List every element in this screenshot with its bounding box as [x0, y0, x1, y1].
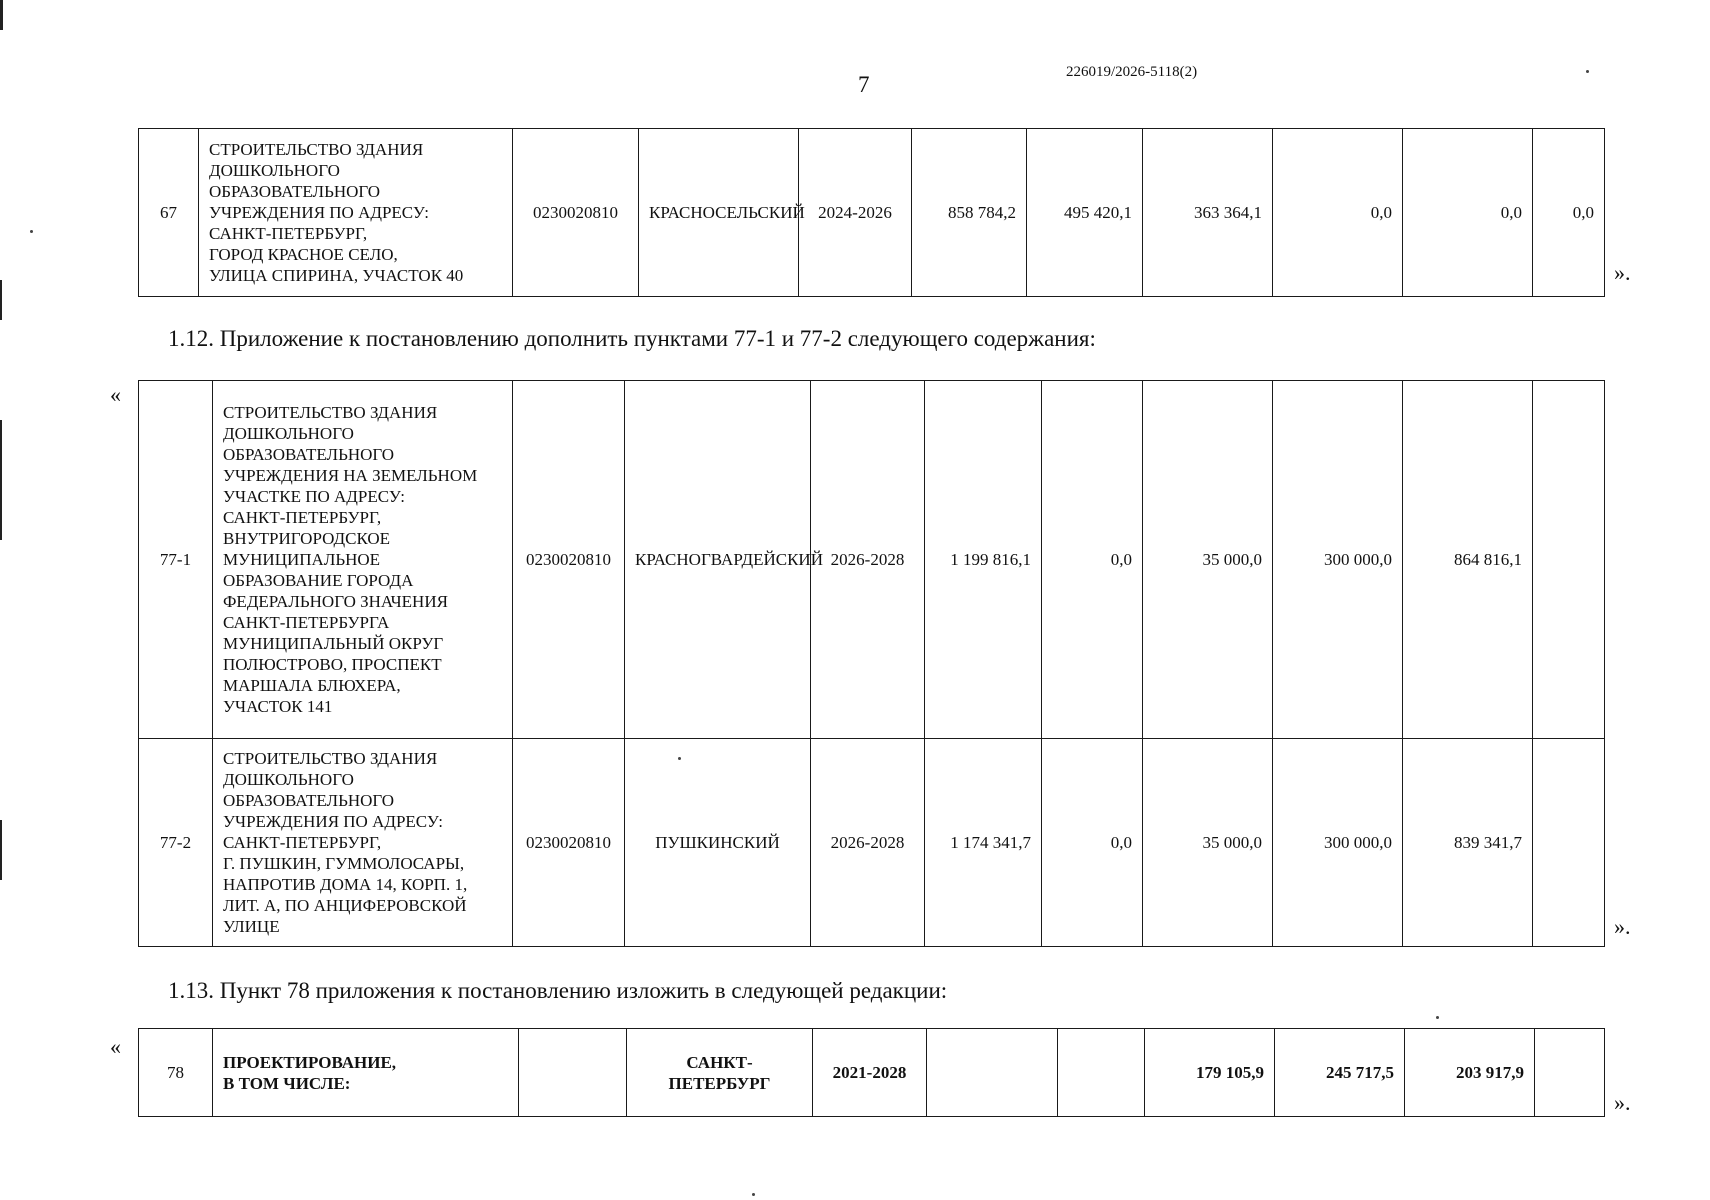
value-col-6: 0,0 [1533, 129, 1605, 297]
name-line: ДОШКОЛЬНОГО [223, 424, 354, 443]
opening-quote: « [110, 1034, 121, 1059]
object-name [199, 129, 513, 297]
value-col-5: 839 341,7 [1403, 739, 1533, 947]
paragraph-1-13: 1.13. Пункт 78 приложения к постановлению изложить в следующей редакции: [168, 978, 948, 1003]
object-name [213, 739, 513, 947]
value-col-3: 35 000,0 [1143, 739, 1273, 947]
scan-speck [752, 1193, 755, 1196]
paragraph-1-12: 1.12. Приложение к постановлению дополнить пунктами 77-1 и 77-2 следующего содержания: [168, 326, 1096, 351]
scan-speck [30, 230, 33, 233]
name-line: МУНИЦИПАЛЬНЫЙ ОКРУГ [223, 634, 444, 653]
value-col-6 [1533, 381, 1605, 739]
value-col-4: 300 000,0 [1273, 739, 1403, 947]
period: 2026-2028 [811, 739, 925, 947]
name-line: УЧАСТОК 141 [223, 697, 333, 716]
district: САНКТ-ПЕТЕРБУРГ [627, 1029, 813, 1117]
value-col-2: 0,0 [1042, 381, 1143, 739]
value-total [927, 1029, 1058, 1117]
name-line: СТРОИТЕЛЬСТВО ЗДАНИЯ [223, 749, 438, 768]
name-line: ВНУТРИГОРОДСКОЕ [223, 529, 391, 548]
value-col-4: 0,0 [1273, 129, 1403, 297]
value-col-3: 35 000,0 [1143, 381, 1273, 739]
name-line: УЛИЦЕ [223, 917, 280, 936]
name-line: САНКТ-ПЕТЕРБУРГ, [223, 833, 382, 852]
object-name [213, 1029, 519, 1117]
document-id: 226019/2026-5118(2) [1066, 64, 1198, 80]
value-col-5: 0,0 [1403, 129, 1533, 297]
name-line: УЧАСТКЕ ПО АДРЕСУ: [223, 487, 405, 506]
value-col-2: 495 420,1 [1027, 129, 1143, 297]
name-line: ОБРАЗОВАТЕЛЬНОГО [223, 445, 395, 464]
name-line: ДОШКОЛЬНОГО [223, 770, 354, 789]
budget-code: 0230020810 [513, 381, 625, 739]
name-line: УЧРЕЖДЕНИЯ ПО АДРЕСУ: [223, 812, 444, 831]
value-col-3: 363 364,1 [1143, 129, 1273, 297]
name-line: УЛИЦА СПИРИНА, УЧАСТОК 40 [209, 266, 464, 285]
budget-code: 0230020810 [513, 129, 639, 297]
period: 2021-2028 [813, 1029, 927, 1117]
value-col-2 [1058, 1029, 1145, 1117]
row-number: 78 [139, 1029, 213, 1117]
name-line: МУНИЦИПАЛЬНОЕ [223, 550, 381, 569]
scan-mark [0, 0, 3, 30]
table-row [139, 739, 1605, 947]
name-line: САНКТ-ПЕТЕРБУРГ, [209, 224, 368, 243]
district: ПУШКИНСКИЙ [625, 739, 811, 947]
budget-code [519, 1029, 627, 1117]
table-items-77 [138, 380, 1605, 947]
page-number: 7 [858, 72, 870, 97]
name-line: ПОЛЮСТРОВО, ПРОСПЕКТ [223, 655, 442, 674]
name-line: ФЕДЕРАЛЬНОГО ЗНАЧЕНИЯ [223, 592, 448, 611]
scan-speck [1586, 70, 1589, 73]
value-total: 1 174 341,7 [925, 739, 1042, 947]
name-line: В ТОМ ЧИСЛЕ: [223, 1073, 351, 1093]
closing-quote: ». [1614, 260, 1631, 285]
name-line: УЧРЕЖДЕНИЯ НА ЗЕМЕЛЬНОМ [223, 466, 478, 485]
name-line: ДОШКОЛЬНОГО [209, 161, 340, 180]
value-col-4: 300 000,0 [1273, 381, 1403, 739]
row-number: 77-1 [139, 381, 213, 739]
name-line: МАРШАЛА БЛЮХЕРА, [223, 676, 401, 695]
period: 2026-2028 [811, 381, 925, 739]
name-line: ПРОЕКТИРОВАНИЕ, [223, 1052, 397, 1072]
value-total: 858 784,2 [912, 129, 1027, 297]
value-total: 1 199 816,1 [925, 381, 1042, 739]
object-name [213, 381, 513, 739]
scan-mark [0, 820, 2, 880]
value-col-2: 0,0 [1042, 739, 1143, 947]
table-item-67 [138, 128, 1605, 297]
value-col-5: 203 917,9 [1405, 1029, 1535, 1117]
name-line: ЛИТ. А, ПО АНЦИФЕРОВСКОЙ [223, 896, 467, 915]
name-line: СТРОИТЕЛЬСТВО ЗДАНИЯ [223, 403, 438, 422]
value-col-4: 245 717,5 [1275, 1029, 1405, 1117]
scan-mark [0, 280, 2, 320]
value-col-6 [1535, 1029, 1605, 1117]
district: КРАСНОСЕЛЬСКИЙ [639, 129, 799, 297]
closing-quote: ». [1614, 1090, 1631, 1115]
table-row [139, 129, 1605, 297]
value-col-3: 179 105,9 [1145, 1029, 1275, 1117]
name-line: НАПРОТИВ ДОМА 14, КОРП. 1, [223, 875, 468, 894]
budget-code: 0230020810 [513, 739, 625, 947]
row-number: 77-2 [139, 739, 213, 947]
scan-mark [0, 420, 2, 540]
value-col-5: 864 816,1 [1403, 381, 1533, 739]
period: 2024-2026 [799, 129, 912, 297]
scan-speck [1436, 1016, 1439, 1019]
name-line: УЧРЕЖДЕНИЯ ПО АДРЕСУ: [209, 203, 430, 222]
opening-quote: « [110, 382, 121, 407]
name-line: СТРОИТЕЛЬСТВО ЗДАНИЯ [209, 140, 424, 159]
name-line: ОБРАЗОВАТЕЛЬНОГО [209, 182, 381, 201]
table-row [139, 381, 1605, 739]
row-number: 67 [139, 129, 199, 297]
district: КРАСНОГВАРДЕЙСКИЙ [625, 381, 811, 739]
closing-quote: ». [1614, 914, 1631, 939]
table-row [139, 1029, 1605, 1117]
name-line: Г. ПУШКИН, ГУММОЛОСАРЫ, [223, 854, 465, 873]
name-line: САНКТ-ПЕТЕРБУРГА [223, 613, 390, 632]
value-col-6 [1533, 739, 1605, 947]
name-line: ОБРАЗОВАТЕЛЬНОГО [223, 791, 395, 810]
name-line: САНКТ-ПЕТЕРБУРГ, [223, 508, 382, 527]
name-line: ГОРОД КРАСНОЕ СЕЛО, [209, 245, 398, 264]
table-item-78 [138, 1028, 1605, 1117]
name-line: ОБРАЗОВАНИЕ ГОРОДА [223, 571, 414, 590]
